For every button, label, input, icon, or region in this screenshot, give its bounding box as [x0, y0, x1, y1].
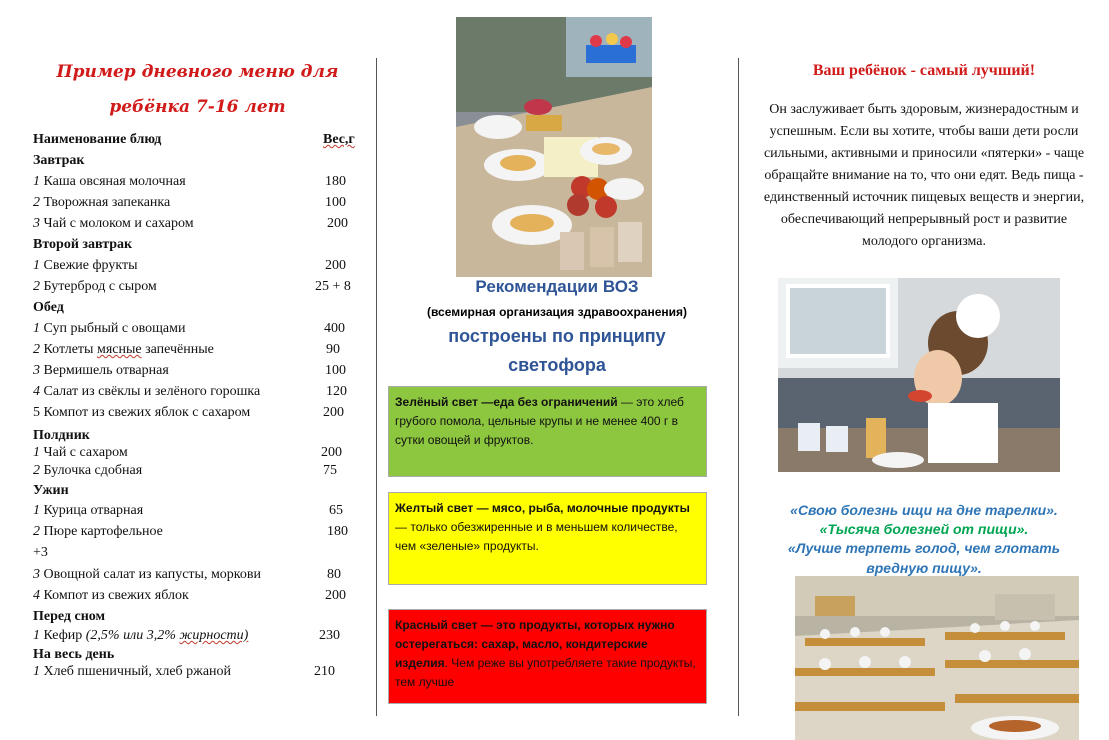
menu-row	[33, 213, 363, 234]
item-weight: 200	[323, 405, 344, 420]
menu-title-line2: ребёнка 7-16 лет	[109, 97, 286, 117]
menu-row	[33, 402, 363, 423]
item-weight: 120	[326, 384, 347, 399]
red-light-heading: Красный свет — это продукты, которых нужно остерегаться: сахар, масло, кондитерские изделия	[395, 618, 675, 670]
item-number: 2	[33, 463, 40, 478]
who-subtitle: (всемирная организация здравоохранения)	[426, 305, 688, 319]
item-weight: 75	[323, 463, 337, 478]
item-number: 2	[33, 524, 40, 539]
column-name-header: Наименование блюд	[33, 132, 162, 147]
menu-title-line1: Пример дневного меню для	[56, 62, 339, 82]
item-weight: 210	[314, 664, 335, 679]
menu-row	[33, 625, 363, 646]
item-name: Курица отварная	[43, 503, 144, 518]
item-name-underlined: мясные	[96, 342, 142, 357]
item-weight: 80	[327, 567, 341, 582]
menu-row	[33, 585, 363, 606]
menu-row	[33, 521, 363, 542]
who-line2: построены по принципу	[448, 326, 666, 346]
item-name: Компот из свежих яблок	[43, 588, 189, 603]
item-name: Вермишель отварная	[43, 363, 169, 378]
item-weight: 90	[326, 342, 340, 357]
item-number: 1	[33, 321, 40, 336]
item-number: 5	[33, 405, 40, 420]
item-number: 4	[33, 384, 40, 399]
section-before-sleep: Перед сном	[33, 609, 106, 624]
canteen-food-photo	[456, 17, 652, 277]
item-number: 1	[33, 258, 40, 273]
item-number: 3	[33, 216, 40, 231]
item-name: Компот из свежих яблок с сахаром	[43, 405, 251, 420]
quote-1: «Свою болезнь ищи на дне тарелки».	[790, 502, 1058, 518]
menu-panel	[0, 0, 375, 740]
item-weight-extra: +3	[33, 545, 48, 560]
menu-row	[33, 460, 363, 481]
item-weight: 230	[319, 628, 340, 643]
green-light-box	[388, 386, 707, 477]
right-body-text: Он заслуживает быть здоровым, жизнерадостным и успешным. Если вы хотите, чтобы ваши дети росли сильными, активными и приносили «пятерки» - чаще обращайте внимание на то, что они едят. Ведь пища - единственный источник пищевых веществ и энергии, обеспечивающий непрерывный рост и развитие молодого организма.	[763, 102, 1085, 249]
column-weight-header: Вес,г	[323, 132, 355, 147]
menu-row-continuation	[33, 542, 363, 563]
menu-row	[33, 255, 363, 276]
item-name: Овощной салат из капусты, моркови	[43, 567, 261, 582]
item-name: Пюре картофельное	[43, 524, 163, 539]
red-light-text: . Чем реже вы употребляете такие продукты, тем лучше	[395, 656, 696, 689]
yellow-light-box	[388, 492, 707, 585]
item-name: Творожная запеканка	[43, 195, 171, 210]
item-name: Хлеб пшеничный, хлеб ржаной	[43, 664, 232, 679]
menu-row	[33, 661, 363, 682]
green-light-text: — это хлеб грубого помола, цельные крупы и не менее 400 г в сутки овощей и фруктов.	[395, 395, 684, 447]
right-title: Ваш ребёнок - самый лучший!	[812, 62, 1036, 79]
item-weight: 100	[325, 363, 346, 378]
quote-3: «Лучше терпеть голод, чем глотать вредную пищу».	[787, 540, 1061, 576]
item-name: Котлеты	[43, 342, 97, 357]
item-weight: 25 + 8	[315, 279, 351, 294]
item-number: 3	[33, 567, 40, 582]
section-lunch: Обед	[33, 300, 64, 315]
green-light-heading: Зелёный свет —еда без ограничений	[395, 395, 618, 409]
item-weight: 400	[324, 321, 345, 336]
item-number: 1	[33, 628, 40, 643]
section-whole-day: На весь день	[33, 647, 115, 662]
item-number: 1	[33, 664, 40, 679]
who-line3: светофора	[508, 355, 606, 375]
item-number: 1	[33, 174, 40, 189]
item-name: Бутерброд с сыром	[43, 279, 157, 294]
item-weight: 100	[325, 195, 346, 210]
girl-eating-photo	[778, 278, 1060, 472]
menu-row	[33, 171, 363, 192]
menu-row	[33, 564, 363, 585]
section-second-breakfast: Второй завтрак	[33, 237, 133, 252]
red-light-box	[388, 609, 707, 704]
section-breakfast: Завтрак	[33, 153, 85, 168]
section-dinner: Ужин	[33, 483, 69, 498]
menu-row	[33, 360, 363, 381]
item-weight: 180	[327, 524, 348, 539]
item-name: Кефир	[43, 628, 86, 643]
item-name: Чай с сахаром	[43, 445, 128, 460]
item-weight: 180	[325, 174, 346, 189]
who-panel	[376, 0, 738, 740]
item-name: Булочка сдобная	[43, 463, 143, 478]
menu-row	[33, 500, 363, 521]
item-name: Суп рыбный с овощами	[43, 321, 186, 336]
right-panel	[739, 0, 1109, 740]
item-name: Свежие фрукты	[43, 258, 138, 273]
item-note: (2,5% или 3,2%	[85, 628, 180, 643]
menu-row	[33, 318, 363, 339]
item-number: 1	[33, 445, 40, 460]
item-name: Салат из свёклы и зелёного горошка	[43, 384, 261, 399]
item-name: Чай с молоком и сахаром	[43, 216, 194, 231]
yellow-light-text: — только обезжиренные и в меньшем количестве, чем «зеленые» продукты.	[395, 520, 678, 553]
item-number: 2	[33, 195, 40, 210]
item-weight: 200	[327, 216, 348, 231]
menu-row	[33, 381, 363, 402]
menu-row	[33, 339, 363, 360]
item-weight: 200	[321, 445, 342, 460]
item-number: 3	[33, 363, 40, 378]
menu-header-row	[33, 129, 363, 150]
item-number: 4	[33, 588, 40, 603]
yellow-light-heading: Желтый свет — мясо, рыба, молочные продукты	[395, 501, 690, 515]
quote-2: «Тысяча болезней от пищи».	[819, 521, 1029, 537]
item-name-rest: запечённые	[141, 342, 214, 357]
menu-row	[33, 276, 363, 297]
section-snack: Полдник	[33, 428, 90, 443]
item-name: Каша овсяная молочная	[43, 174, 186, 189]
item-number: 2	[33, 342, 40, 357]
school-canteen-photo	[795, 576, 1079, 740]
menu-row	[33, 192, 363, 213]
item-number: 1	[33, 503, 40, 518]
item-weight: 200	[325, 588, 346, 603]
who-title: Рекомендации ВОЗ	[475, 277, 639, 296]
item-weight: 200	[325, 258, 346, 273]
item-note-underlined: жирности)	[179, 628, 249, 643]
item-number: 2	[33, 279, 40, 294]
item-weight: 65	[329, 503, 343, 518]
